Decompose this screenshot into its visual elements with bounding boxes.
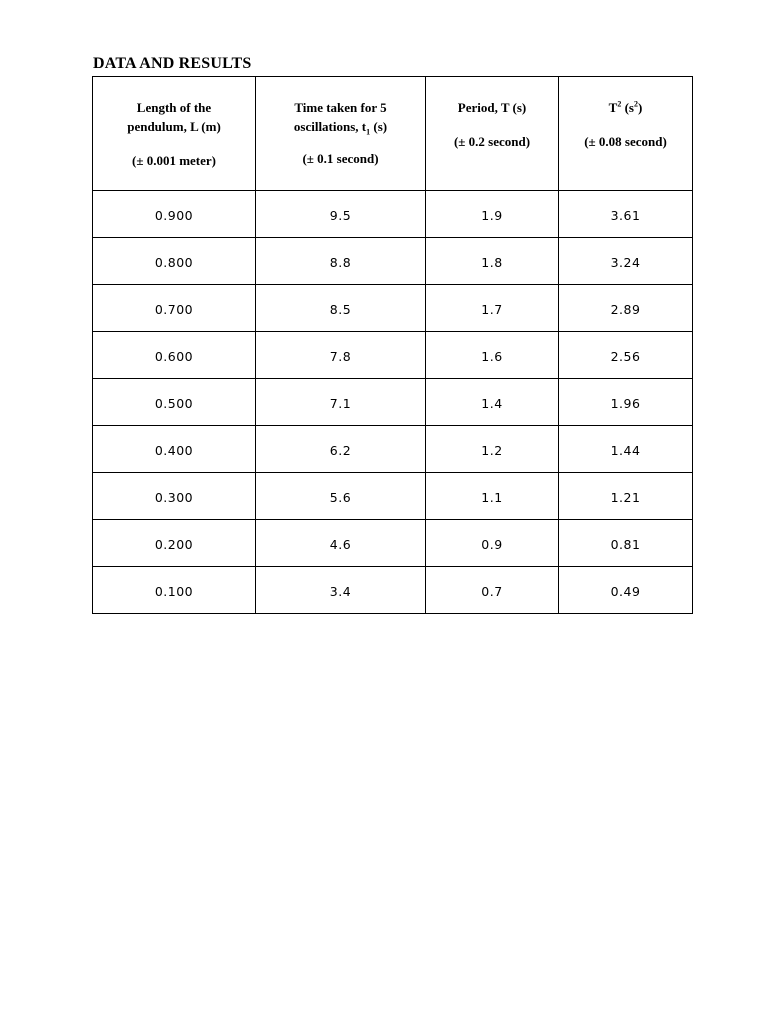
cell-time: 8.5: [256, 285, 426, 332]
table-row: [93, 426, 693, 473]
cell-period: 1.2: [426, 426, 559, 473]
header-length: [93, 77, 256, 191]
header-period-squared-uncertainty: (± 0.08 second): [584, 134, 667, 149]
page-heading: DATA AND RESULTS: [93, 55, 252, 72]
header-time: [256, 77, 426, 191]
cell-length: 0.800: [93, 238, 256, 285]
header-period-squared-unit-exponent: 2: [633, 99, 638, 109]
cell-period-squared: 1.21: [559, 473, 693, 520]
header-period: [426, 77, 559, 191]
header-period-squared-unit-close: ): [637, 100, 643, 115]
data-table: [92, 76, 693, 614]
cell-period: 1.1: [426, 473, 559, 520]
header-time-uncertainty: (± 0.1 second): [302, 151, 379, 166]
header-time-unit: (s): [370, 119, 388, 134]
header-period-squared-base: T: [608, 100, 618, 115]
cell-period-squared: 3.61: [559, 191, 693, 238]
cell-length: 0.200: [93, 520, 256, 567]
header-row: [93, 77, 693, 191]
cell-period: 1.8: [426, 238, 559, 285]
cell-time: 9.5: [256, 191, 426, 238]
cell-length: 0.500: [93, 379, 256, 426]
cell-period-squared: 0.81: [559, 520, 693, 567]
cell-length: 0.700: [93, 285, 256, 332]
table-row: [93, 238, 693, 285]
cell-period-squared: 2.56: [559, 332, 693, 379]
table-body: [93, 191, 693, 614]
table-row: [93, 191, 693, 238]
header-period-squared-exponent: 2: [617, 99, 622, 109]
header-length-uncertainty: (± 0.001 meter): [131, 153, 216, 168]
cell-period-squared: 1.44: [559, 426, 693, 473]
cell-length: 0.900: [93, 191, 256, 238]
header-time-line-2: [256, 117, 425, 136]
header-time-line-1: Time taken for 5: [294, 100, 387, 115]
cell-length: 0.400: [93, 426, 256, 473]
table-row: [93, 567, 693, 614]
cell-time: 4.6: [256, 520, 426, 567]
cell-period: 1.9: [426, 191, 559, 238]
cell-length: 0.100: [93, 567, 256, 614]
cell-period-squared: 1.96: [559, 379, 693, 426]
header-period-squared: [559, 77, 693, 191]
cell-period-squared: 0.49: [559, 567, 693, 614]
cell-time: 3.4: [256, 567, 426, 614]
cell-period: 0.7: [426, 567, 559, 614]
header-period-squared-label: [559, 98, 692, 117]
cell-time: 5.6: [256, 473, 426, 520]
cell-period-squared: 2.89: [559, 285, 693, 332]
header-length-line-1: Length of the: [136, 100, 212, 115]
header-period-uncertainty: (± 0.2 second): [453, 134, 531, 149]
cell-period: 1.6: [426, 332, 559, 379]
cell-time: 7.8: [256, 332, 426, 379]
table-row: [93, 379, 693, 426]
header-time-line-2-text: oscillations, t: [293, 119, 367, 134]
table-row: [93, 285, 693, 332]
cell-length: 0.600: [93, 332, 256, 379]
table-row: [93, 473, 693, 520]
header-time-subscript: 1: [366, 127, 371, 137]
cell-length: 0.300: [93, 473, 256, 520]
header-period-squared-unit: (s: [621, 100, 634, 115]
cell-time: 7.1: [256, 379, 426, 426]
cell-period: 0.9: [426, 520, 559, 567]
cell-time: 6.2: [256, 426, 426, 473]
header-period-line-1: Period, T (s): [457, 100, 527, 115]
cell-period: 1.4: [426, 379, 559, 426]
cell-period-squared: 3.24: [559, 238, 693, 285]
cell-period: 1.7: [426, 285, 559, 332]
table-row: [93, 332, 693, 379]
header-length-line-2: pendulum, L (m): [127, 119, 221, 134]
cell-time: 8.8: [256, 238, 426, 285]
table-row: [93, 520, 693, 567]
